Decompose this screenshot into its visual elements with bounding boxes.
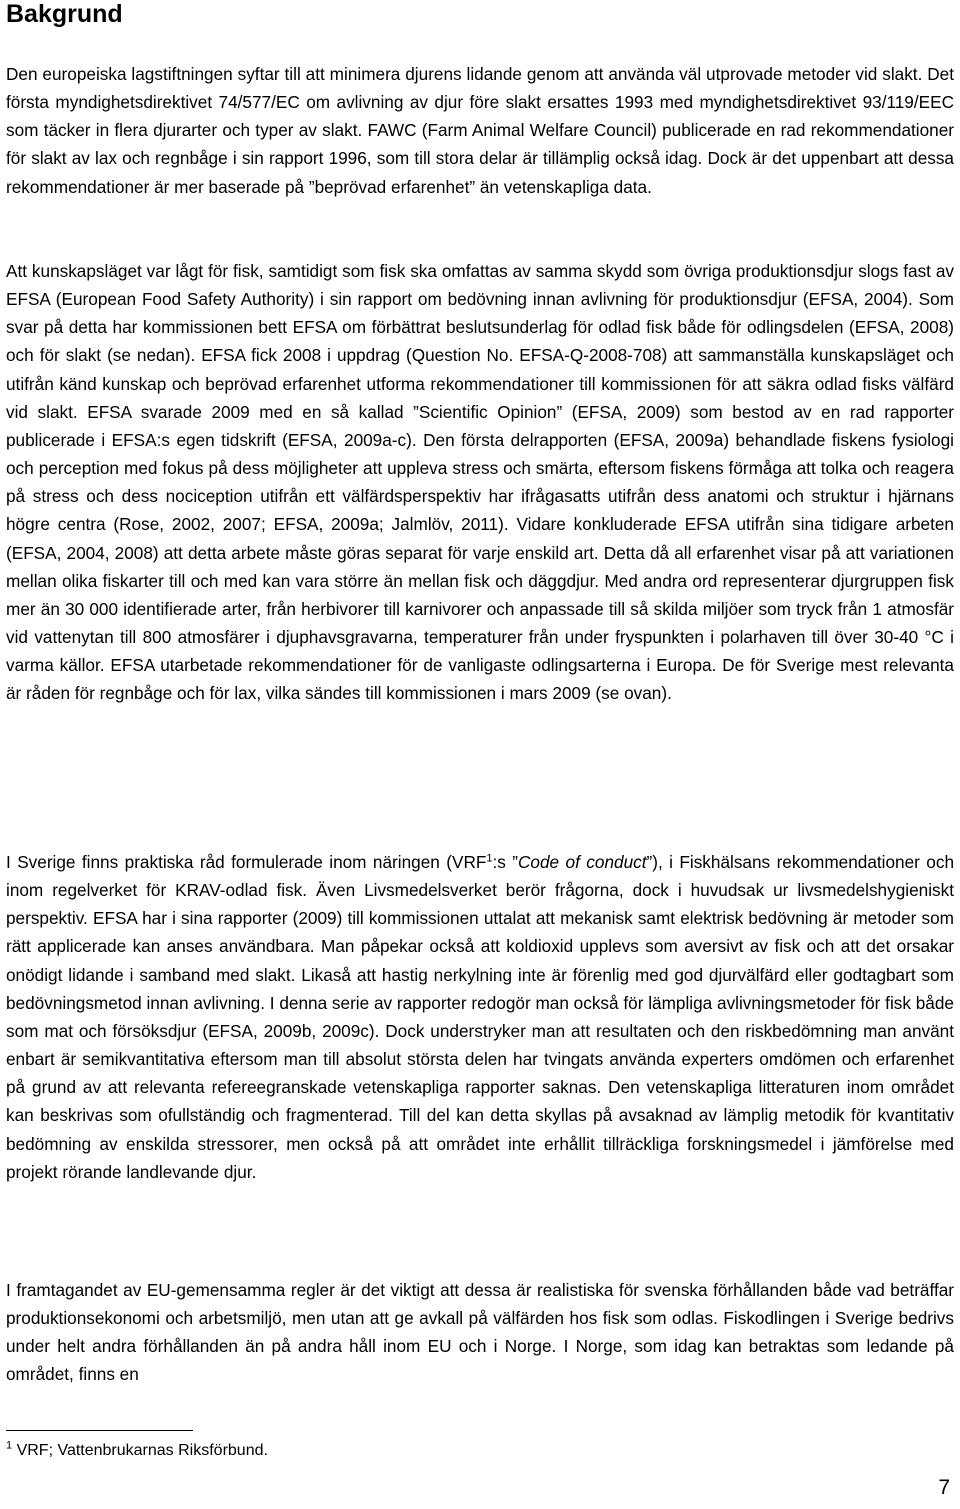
footnote-marker: 1 [6,1439,13,1452]
paragraph-1: Den europeiska lagstiftningen syftar till att minimera djurens lidande genom att använda väl utprovade metoder vid slakt. Det första myndighetsdirektivet 74/577/EC om avlivning av djur före slakt ersattes 1993 med myndighetsdirektivet 93/119/EEC som täcker in flera djurarter och typer av slakt. FAWC (Farm Animal Welfare Council) publicerade en rad rekommendationer för slakt av lax och regnbåge i sin rapport 1996, som till stora delar är tillämplig också idag. Dock är det uppenbart att dessa rekommendationer är mer baserade på ”beprövad erfarenhet” än vetenskapliga data. [6,64,954,197]
footnote-divider [6,1430,193,1431]
paragraph-2: Att kunskapsläget var lågt för fisk, samtidigt som fisk ska omfattas av samma skydd som övriga produktionsdjur slogs fast av EFSA (European Food Safety Authority) i sin rapport om bedövning innan avlivning för produktionsdjur (EFSA, 2004). Som svar på detta har kommissionen bett EFSA om förbättrat beslutsunderlag för odlad fisk både för odlingsdelen (EFSA, 2008) och för slakt (se nedan). EFSA fick 2008 i uppdrag (Question No. EFSA-Q-2008-708) att sammanställa kunskapsläget och utifrån känd kunskap och beprövad erfarenhet utforma rekommendationer till kommissionen för att säkra odlad fisks välfärd vid slakt. EFSA svarade 2009 med en så kallad ”Scientific Opinion” (EFSA, 2009) som bestod av en rad rapporter publicerade i EFSA:s egen tidskrift (EFSA, 2009a-c). Den första delrapporten (EFSA, 2009a) behandlade fiskens fysiologi och perception med fokus på dess möjligheter att uppleva stress och smärta, eftersom fiskens förmåga att tolka och reagera på stress och dess nociception utifrån ett välfärdsperspektiv har ifrågasatts utifrån dess anatomi och struktur i hjärnans högre centra (Rose, 2002, 2007; EFSA, 2009a; Jalmlöv, 2011). Vidare konkluderade EFSA utifrån sina tidigare arbeten (EFSA, 2004, 2008) att detta arbete måste göras separat för varje enskild art. Detta då all erfarenhet visar på att variationen mellan olika fiskarter till och med kan vara större än mellan fisk och däggdjur. Med andra ord representerar djurgruppen fisk mer än 30 000 identifierade arter, från herbivorer till karnivorer och anpassade till så skilda miljöer som tryck från 1 atmosfär vid vattenytan till 800 atmosfärer i djuphavsgravarna, temperaturer från under fryspunkten i polarhaven till över 30-40 °C i varma källor. EFSA utarbetade rekommendationer för de vanligaste odlingsarterna i Europa. De för Sverige mest relevanta är råden för regnbåge och för lax, vilka sändes till kommissionen i mars 2009 (se ovan). [6,261,954,704]
code-of-conduct-title: Code of conduct [518,852,647,872]
page-number: 7 [938,1476,950,1499]
paragraph-3-start: I Sverige finns praktiska råd formulerade inom näringen (VRF [6,852,487,872]
footnote-reference-1: 1 [486,852,493,865]
paragraph-3 [6,848,954,1186]
paragraph-3-mid: :s ” [492,852,519,872]
footnote-text: VRF; Vattenbrukarnas Riksförbund. [12,1442,268,1459]
paragraph-4: I framtagandet av EU-gemensamma regler är det viktigt att dessa är realistiska för svenska förhållanden både vad beträffar produktionsekonomi och arbetsmiljö, men utan att ge avkall på välfärden hos fisk som odlas. Fiskodlingen i Sverige bedrivs under helt andra förhållanden än på andra håll inom EU och i Norge. I Norge, som idag kan betraktas som ledande på området, finns en [6,1280,954,1385]
footnote [6,1440,268,1462]
section-heading: Bakgrund [6,0,123,28]
paragraph-3-rest: ”), i Fiskhälsans rekommendationer och inom regelverket för KRAV-odlad fisk. Även Livsmedelsverket berör frågorna, dock i huvudsak ur livsmedelshygieniskt perspektiv. EFSA har i sina rapporter (2009) till kommissionen uttalat att mekanisk samt elektrisk bedövning är metoder som rätt applicerade kan anses användbara. Man påpekar också att koldioxid upplevs som aversivt av fisk och att det orsakar onödigt lidande i samband med slakt. Likaså att hastig nerkylning inte är förenlig med god djurvälfärd eller godtagbart som bedövningsmetod innan avlivning. I denna serie av rapporter redogör man också för lämpliga avlivningsmetoder för fisk både som mat och försöksdjur (EFSA, 2009b, 2009c). Dock understryker man att resultaten och den riskbedömning man använt enbart är semikvantitativa eftersom man till absolut största delen har tvingats använda experters omdömen och erfarenhet på grund av att relevanta refereegranskade vetenskapliga rapporter saknas. Den vetenskapliga litteraturen inom området kan beskrivas som ofullständig och fragmenterad. Till del kan detta skyllas på avsaknad av lämplig metodik för kvantitativ bedömning av enskilda stressorer, men också på att området inte erhållit tillräckliga forskningsmedel i jämförelse med projekt rörande landlevande djur. [6,852,955,1182]
